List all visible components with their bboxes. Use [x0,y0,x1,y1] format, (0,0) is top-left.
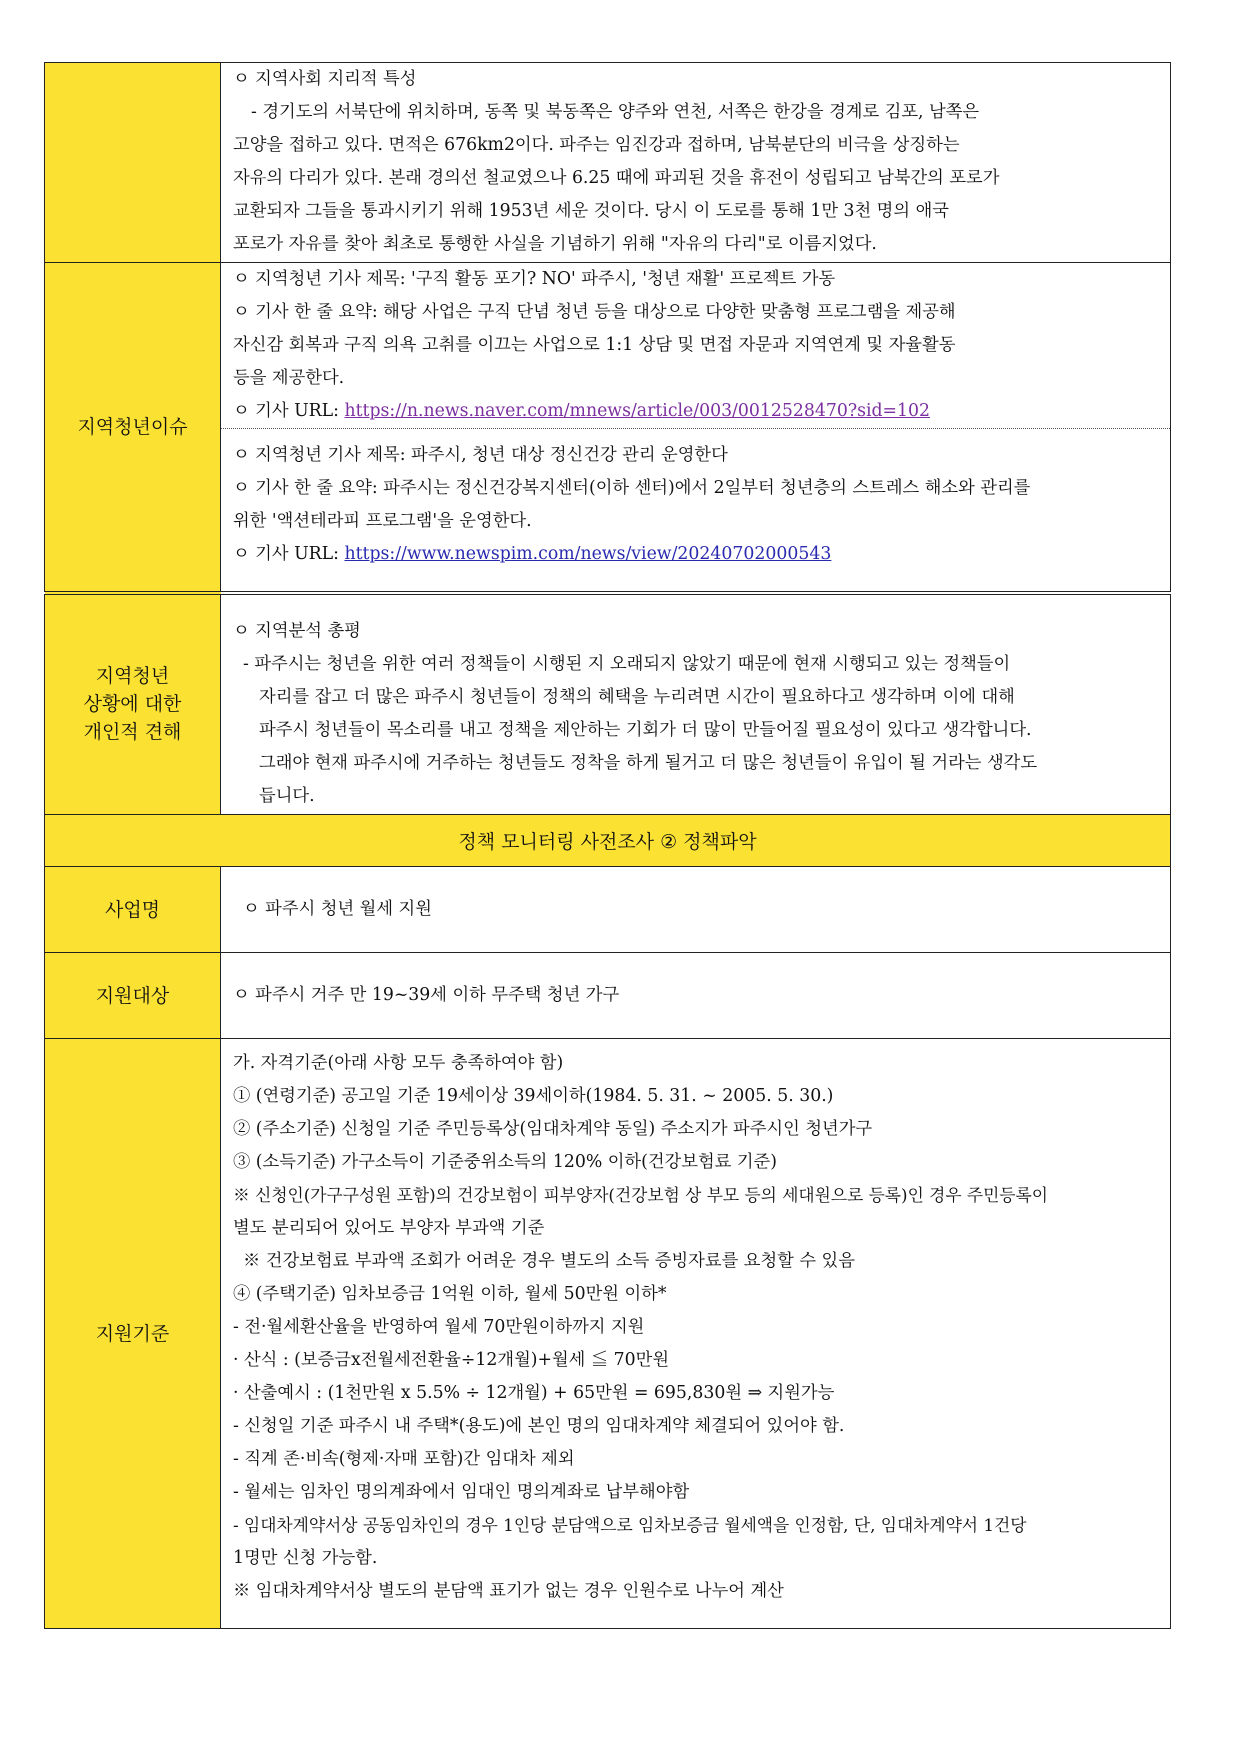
opinion-text-line: 듭니다. [259,785,315,806]
article-2-title: ㅇ 지역청년 기사 제목: 파주시, 청년 대상 정신건강 관리 운영한다 [233,445,728,465]
criteria-label: 지원기준 [45,1039,221,1629]
geo-text-line: 자유의 다리가 있다. 본래 경의선 철교였으나 6.25 때에 파괴된 것을 휴전이 성립되고 남북간의 포로가 [233,168,1000,188]
article-2-url-row [233,538,1162,571]
criteria-line: · 산식 : (보증금x전월세전환율÷12개월)+월세 ≦ 70만원 [233,1350,670,1370]
article-block-2 [233,429,1162,571]
issue-content-cell [221,263,1171,593]
opinion-text-line: - 파주시는 청년을 위한 여러 정책들이 시행된 지 오래되지 않았기 때문에 현재 시행되고 있는 정책들이 [243,653,1011,674]
criteria-line: ※ 건강보험료 부과액 조회가 어려운 경우 별도의 소득 증빙자료를 요청할 수 있음 [243,1251,855,1271]
geo-text-line: 교환되자 그들을 통과시키기 위해 1953년 세운 것이다. 당시 이 도로를 통해 1만 3천 명의 애국 [233,201,949,221]
criteria-line: - 월세는 임차인 명의계좌에서 임대인 명의계좌로 납부해야함 [233,1482,690,1502]
criteria-line: ④ (주택기준) 임차보증금 1억원 이하, 월세 50만원 이하* [233,1284,667,1304]
geo-text-line: 포로가 자유를 찾아 최초로 통행한 사실을 기념하기 위해 "자유의 다리"로 이름지었다. [233,234,877,254]
issue-row [45,263,1171,593]
criteria-line: - 전·월세환산율을 반영하여 월세 70만원이하까지 지원 [233,1317,645,1337]
document-page [44,62,1171,1629]
geo-heading: ㅇ 지역사회 지리적 특성 [233,69,417,89]
criteria-line: ③ (소득기준) 가구소득이 기준중위소득의 120% 이하(건강보험료 기준) [233,1152,777,1172]
article-1-url-link[interactable]: https://n.news.naver.com/mnews/article/003/0012528470?sid=102 [344,401,931,421]
geo-text-line: 고양을 접하고 있다. 면적은 676km2이다. 파주는 임진강과 접하며, 남북분단의 비극을 상징하는 [233,135,960,155]
geo-row [45,63,1171,263]
target-value: ㅇ 파주시 거주 만 19~39세 이하 무주택 청년 가구 [221,953,1171,1039]
report-table [44,62,1171,1629]
project-row [45,867,1171,953]
criteria-line: · 산출예시 : (1천만원 x 5.5% ÷ 12개월) + 65만원 = 695,830원 ⇒ 지원가능 [233,1383,835,1403]
article-1-summary: 등을 제공한다. [233,368,345,388]
article-1-summary: ㅇ 기사 한 줄 요약: 해당 사업은 구직 단념 청년 등을 대상으로 다양한 맞춤형 프로그램을 제공해 [233,302,956,322]
criteria-line: 가. 자격기준(아래 사항 모두 충족하여야 함) [233,1053,564,1073]
opinion-text-line: 자리를 잡고 더 많은 파주시 청년들이 정책의 혜택을 누리려면 시간이 필요하다고 생각하며 이에 대해 [259,686,1015,707]
opinion-label-line: 상황에 대한 [83,693,182,716]
criteria-line: ※ 임대차계약서상 별도의 분담액 표기가 없는 경우 인원수로 나누어 계산 [233,1581,784,1601]
opinion-text-line: 파주시 청년들이 목소리를 내고 정책을 제안하는 기회가 더 많이 만들어질 필요성이 있다고 생각합니다. [259,719,1032,740]
criteria-row [45,1039,1171,1629]
opinion-label-line: 지역청년 [95,665,170,688]
section-header-row [45,815,1171,867]
criteria-line: 1명만 신청 가능함. [233,1548,378,1568]
opinion-row [45,593,1171,815]
criteria-line: ② (주소기준) 신청일 기준 주민등록상(임대차계약 동일) 주소지가 파주시인 청년가구 [233,1119,873,1139]
criteria-line: 별도 분리되어 있어도 부양자 부과액 기준 [233,1218,545,1238]
opinion-label-cell [45,593,221,815]
geo-content-cell [221,63,1171,263]
article-block-1 [233,263,1162,428]
target-label: 지원대상 [45,953,221,1039]
opinion-label-line: 개인적 견해 [83,721,182,744]
article-2-summary: 위한 '액션테라피 프로그램'을 운영한다. [233,511,532,531]
geo-label-cell [45,63,221,263]
issue-label: 지역청년이슈 [45,263,221,593]
criteria-line: - 신청일 기준 파주시 내 주택*(용도)에 본인 명의 임대차계약 체결되어 있어야 함. [233,1416,845,1436]
project-label: 사업명 [45,867,221,953]
opinion-text-line: 그래야 현재 파주시에 거주하는 청년들도 정착을 하게 될거고 더 많은 청년들이 유입이 될 거라는 생각도 [259,752,1038,773]
article-1-url-row [233,395,1162,428]
project-value: ㅇ 파주시 청년 월세 지원 [221,867,1171,953]
article-1-summary: 자신감 회복과 구직 의욕 고취를 이끄는 사업으로 1:1 상담 및 면접 자문과 지역연계 및 자율활동 [233,335,956,355]
article-1-url-label: ㅇ 기사 URL: [233,401,345,421]
opinion-content-cell [221,593,1171,815]
section-header: 정책 모니터링 사전조사 ② 정책파악 [45,815,1171,867]
article-2-url-link[interactable]: https://www.newspim.com/news/view/20240702000543 [344,544,832,564]
criteria-line: - 임대차계약서상 공동임차인의 경우 1인당 분담액으로 임차보증금 월세액을 인정함, 단, 임대차계약서 1건당 [233,1515,1027,1535]
article-2-url-label: ㅇ 기사 URL: [233,544,345,564]
geo-text-line: - 경기도의 서북단에 위치하며, 동쪽 및 북동쪽은 양주와 연천, 서쪽은 한강을 경계로 김포, 남쪽은 [251,102,980,122]
target-row [45,953,1171,1039]
criteria-line: ※ 신청인(가구구성원 포함)의 건강보험이 피부양자(건강보험 상 부모 등의 세대원으로 등록)인 경우 주민등록이 [233,1185,1048,1205]
opinion-heading: ㅇ 지역분석 총평 [233,620,361,641]
criteria-line: - 직계 존·비속(형제·자매 포함)간 임대차 제외 [233,1449,575,1469]
criteria-line: ① (연령기준) 공고일 기준 19세이상 39세이하(1984. 5. 31. ~ 2005. 5. 30.) [233,1086,834,1106]
article-1-title: ㅇ 지역청년 기사 제목: '구직 활동 포기? NO' 파주시, '청년 재활' 프로젝트 가동 [233,269,836,289]
criteria-content-cell [221,1039,1171,1629]
article-2-summary: ㅇ 기사 한 줄 요약: 파주시는 정신건강복지센터(이하 센터)에서 2일부터 청년층의 스트레스 해소와 관리를 [233,478,1031,498]
